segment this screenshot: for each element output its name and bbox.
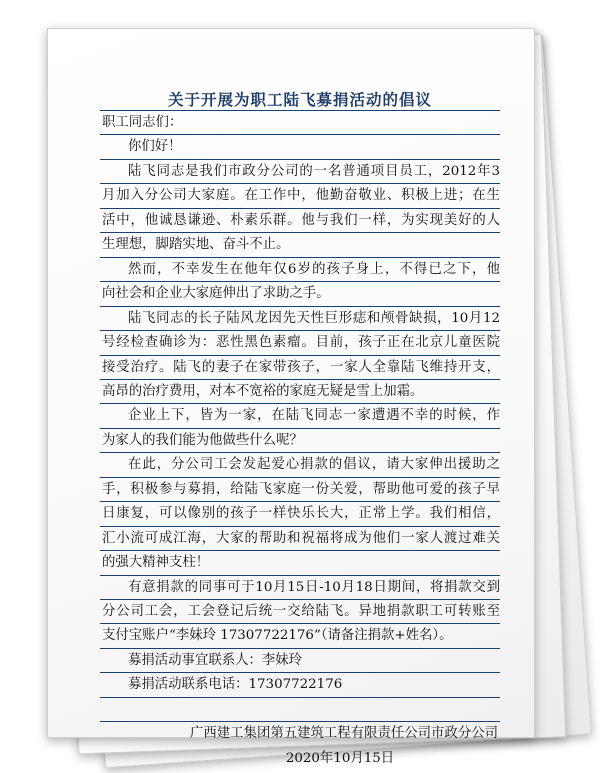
greeting-text: 你们好！	[128, 139, 182, 155]
paragraph-5-line: 汇小流可成江海，大家的帮助和祝福将成为他们一家人渡过难关	[102, 530, 500, 546]
paragraph-2-line: 向社会和企业大家庭伸出了求助之手。	[102, 286, 330, 302]
document-title: 关于开展为职工陆飞募捐活动的倡议	[167, 90, 432, 109]
paragraph-6-line: 分公司工会，工会登记后统一交给陆飞。异地捐款职工可转账至	[102, 604, 500, 619]
paragraph-3-line: 高昂的治疗费用，对本不宽裕的家庭无疑是雪上加霜。	[102, 383, 424, 399]
paragraph-5-line: 在此，分公司工会发起爱心捐款的倡议，请大家伸出援助之	[128, 457, 500, 473]
paragraph-1-line: 生理想，脚踏实地、奋斗不止。	[102, 237, 290, 253]
signature-text: 广西建工集团第五建筑工程有限责任公司市政分公司	[190, 726, 498, 742]
paragraph-5-line: 日康复，可以像别的孩子一样快乐长大，正常上学。我们相信，	[102, 506, 500, 522]
paragraph-6-line: 支付宝账户“李妹玲 17307722176”（请备注捐款+姓名）。	[102, 628, 453, 644]
contact-phone-text: 募捐活动联系电话：17307722176	[128, 677, 343, 693]
paragraph-6-line: 有意捐款的同事可于10月15日-10月18日期间，将捐款交到	[128, 579, 500, 595]
date-text: 2020年10月15日	[285, 750, 395, 766]
paragraph-3-line: 接受治疗。陆飞的妻子在家带孩子，一家人全靠陆飞维持开支，	[102, 359, 500, 375]
paragraph-1-line: 月加入分公司大家庭。在工作中，他勤奋敬业、积极上进；在生	[102, 188, 500, 204]
paragraph-4-line: 企业上下，皆为一家，在陆飞同志一家遭遇不幸的时候，作	[128, 408, 500, 424]
paragraph-4-line: 为家人的我们能为他做些什么呢？	[102, 432, 303, 448]
paragraph-5-line: 的强大精神支柱！	[102, 555, 210, 571]
paragraph-3-line: 号经检查确诊为：恶性黑色素瘤。目前，孩子正在北京儿童医院	[102, 335, 500, 351]
paragraph-2-line: 然而，不幸发生在他年仅6岁的孩子身上，不得已之下，他	[128, 261, 500, 277]
salutation-text: 职工同志们：	[102, 115, 183, 130]
paragraph-1-line: 活中，他诚恳谦逊、朴素乐群。他与我们一样，为实现美好的人	[102, 212, 500, 228]
paragraph-5-line: 手，积极参与募捐，给陆飞家庭一份关爱，帮助他可爱的孩子早	[102, 481, 500, 497]
paragraph-3-line: 陆飞同志的长子陆风龙因先天性巨形痣和颅骨缺损，10月12	[128, 310, 500, 326]
paragraph-1-line: 陆飞同志是我们市政分公司的一名普通项目员工，2012年3	[128, 163, 500, 179]
contact-person-text: 募捐活动事宜联系人：李妹玲	[128, 652, 303, 668]
